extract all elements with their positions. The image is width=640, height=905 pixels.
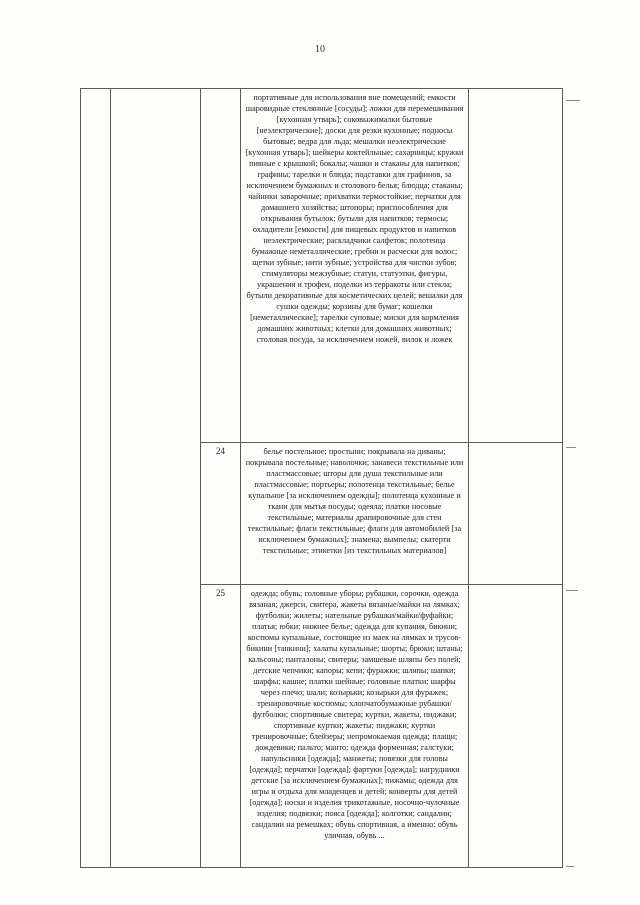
class-number-cell: 24 bbox=[201, 443, 241, 584]
goods-list-cell: белье постельное; простыни; покрывала на диваны; покрывала постельные; наволочки; занавеси текстильные или пластмассовые; шторы для душа текстильные или пластмассовые; портьеры; полотенца текстильные; белье купальное [за исключением одежды]; полотенца кухонные и ткани для мытья посуды; одеяла; платки носовые текстильные; материалы драпировочные для стен текстильные; флаги текстильные; флаги для автомобилей [за исключением бумажных]; знамена; вымпелы; скатерти текстильные; этикетки [из текстильных материалов] bbox=[241, 443, 469, 584]
scan-artifact bbox=[566, 866, 574, 867]
goods-list-cell: одежда; обувь; головные уборы; рубашки, сорочки, одежда вязаная; джерси, свитера, жакеты вязаные/майки на лямках; футболки; жилеты; нательные рубашки/майки/фуфайки; платья; юбки; нижнее белье; одежда для купания, бикини; костюмы купальные, состоящие из маек на лямках и трусов-бикини [танкини]; халаты купальные; шорты; брюки; штаны; кальсоны; панталоны; свитеры; замшевые шляпы без полей; детские чепчики; капоры; кепи; фуражки; шляпы; шапки; шарфы; кашне; платки шейные; головные платки; шарфы через плечо; шали; козырьки; козырьки для фуражек; тренировочные костюмы; хлопчатобумажные рубашки/футболки; спортивные свитера; куртки, жакеты, пиджаки; спортивные куртки; жакеты; пиджаки; куртки тренировочные; блейзеры; непромокаемая одежда; плащи; дождевики; пальто; манто; одежда форменная; галстуки; напульсники [одежда]; манжеты; повязки для головы [одежда]; перчатки [одежда]; фартуки [одежда]; нагрудники детские [за исключением бумажных]; пижамы; одежда для игры и отдыха для младенцев и детей; конверты для детей [одежда]; носки и изделия трикотажные, носочно-чулочные изделия; подвязки; пояса [одежда]; колготки; сандалии; сандалии на ремешках; обувь спортивная, а именно: обувь уличная, обувь ... bbox=[241, 585, 469, 867]
table-row bbox=[201, 442, 562, 584]
table-rows-area bbox=[201, 89, 562, 867]
empty-cell bbox=[469, 443, 562, 584]
goods-list-cell: портативные для использования вне помещений; емкости шаровидные стеклянные [сосуды]; ложки для перемешивания [кухонная утварь]; соковыжималки бытовые [неэлектрические]; доски для резки кухонные; подносы бытовые; ведра для льда; мешалки неэлектрические [кухонная утварь]; шейкеры коктейльные; сахарницы; кружки пивные с крышкой; бокалы; чашки и стаканы для напитков; графины; тарелки и блюда; подставки для графинов, за исключением бумажных и столового белья; блюдца; стаканы; чайники заварочные; прихватки термостойкие; перчатки для домашнего хозяйства; штопоры; приспособления для открывания бутылок; бутыли для напитков; термосы; охладители [емкости] для пищевых продуктов и напитков неэлектрические; раскладчики салфеток; полотенца бумажные неметаллические; гребни и расчески для волос; щетки зубные; нити зубные; устройства для чистки зубов; стимуляторы межзубные; статуи, статуэтки, фигуры, украшения и трофеи, поделки из терракоты или стекла; бутыли декоративные для косметических целей; вешалки для сушки одежды; корзины для бумаг; кошелки [неметаллические]; тарелки суповые; миски для кормления домашних животных; клетки для домашних животных; столовая посуда, за исключением ножей, вилок и ложек bbox=[241, 89, 469, 442]
empty-cell bbox=[469, 585, 562, 867]
page-number: 10 bbox=[315, 44, 325, 55]
class-number-cell: 25 bbox=[201, 585, 241, 867]
table-column-empty-second bbox=[111, 89, 201, 867]
scan-artifact bbox=[566, 590, 578, 591]
scan-artifact bbox=[566, 100, 580, 101]
class-number-cell bbox=[201, 89, 241, 442]
table-row bbox=[201, 584, 562, 867]
empty-cell bbox=[469, 89, 562, 442]
goods-classes-table bbox=[80, 88, 563, 868]
table-row bbox=[201, 89, 562, 442]
table-column-empty-left bbox=[81, 89, 111, 867]
scan-artifact bbox=[566, 447, 576, 448]
